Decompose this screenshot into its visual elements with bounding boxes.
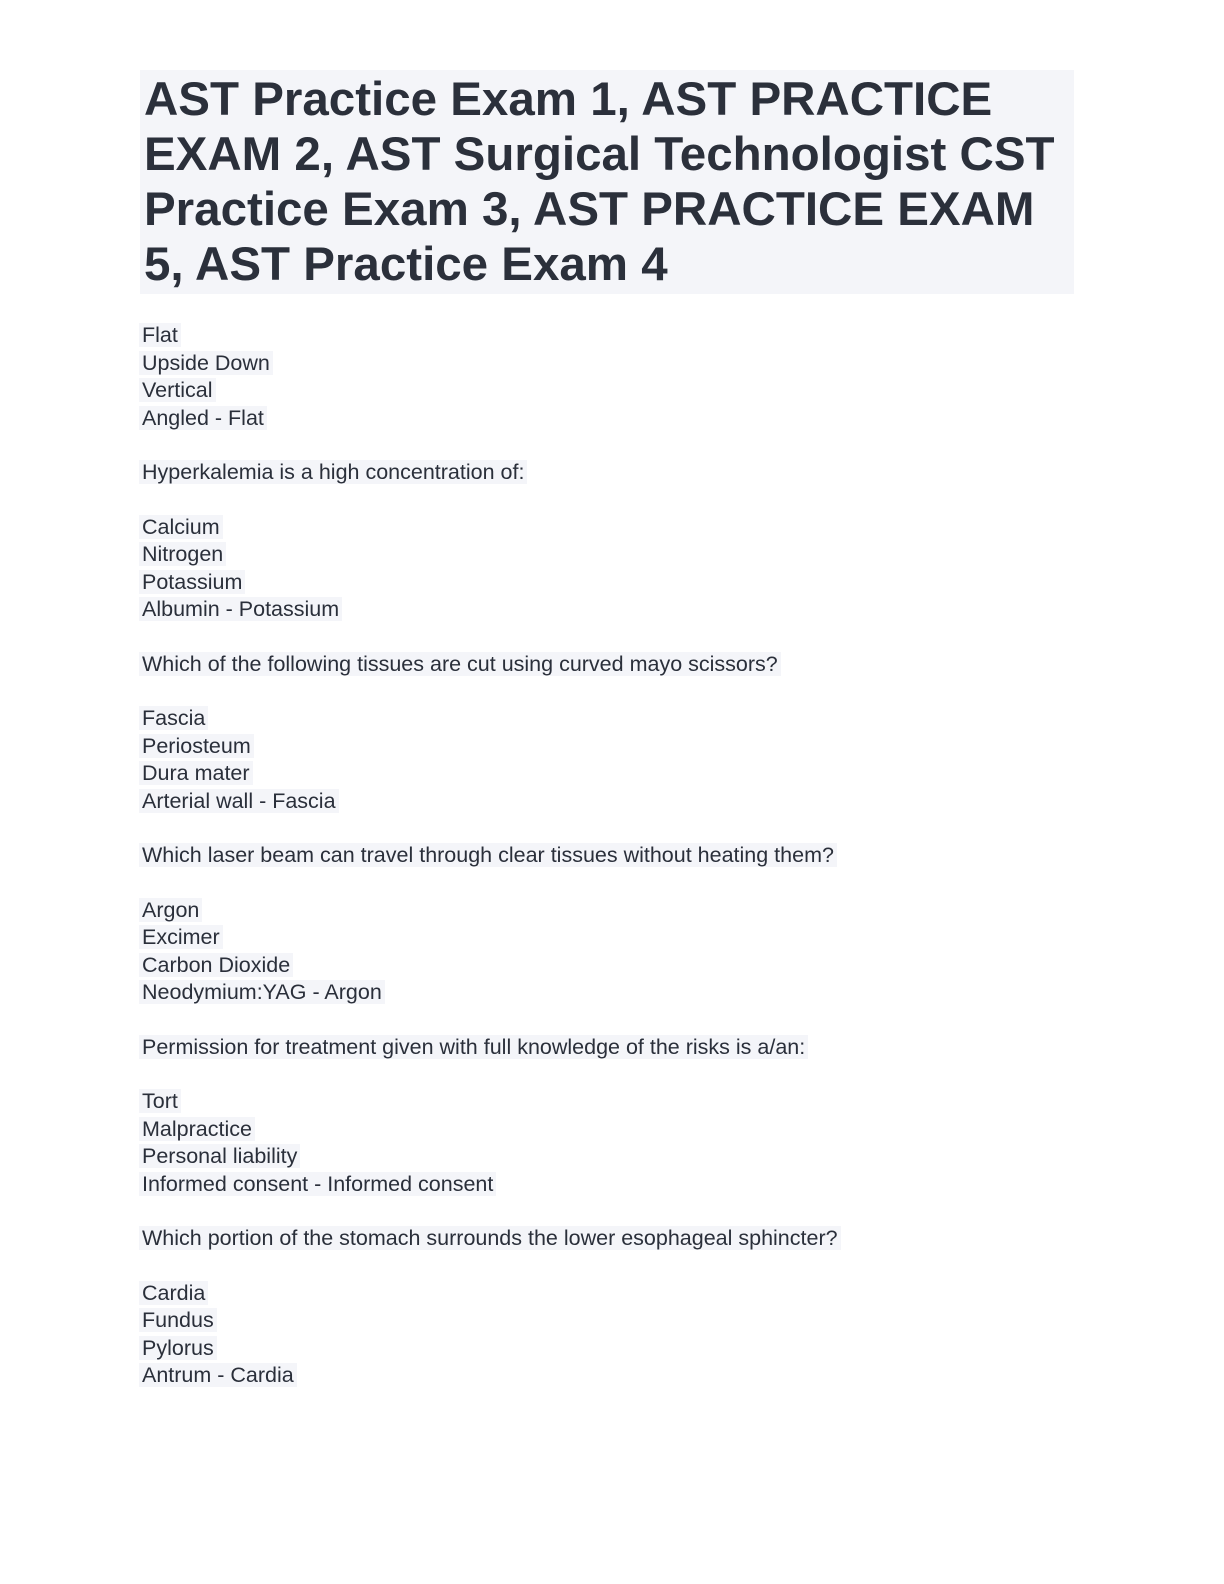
option-line: Fundus: [140, 1307, 1080, 1335]
answer-options: [140, 705, 1080, 815]
spacer: [140, 487, 1080, 514]
title-block: [140, 70, 1074, 294]
option-line: Potassium: [140, 569, 1080, 597]
question-text: Which laser beam can travel through clear tissues without heating them?: [140, 842, 1080, 870]
spacer: [140, 678, 1080, 705]
answer-options: [140, 1088, 1080, 1198]
option-line: Vertical: [140, 377, 1080, 405]
option-line: Pylorus: [140, 1335, 1080, 1363]
question-text: Which portion of the stomach surrounds the lower esophageal sphincter?: [140, 1225, 1080, 1253]
answer-options: [140, 322, 1080, 432]
spacer: [140, 1007, 1080, 1034]
option-line-with-answer: Informed consent - Informed consent: [140, 1171, 1080, 1199]
option-line-with-answer: Angled - Flat: [140, 405, 1080, 433]
option-line: Personal liability: [140, 1143, 1080, 1171]
option-line: Malpractice: [140, 1116, 1080, 1144]
answer-options: [140, 897, 1080, 1007]
question-text: Hyperkalemia is a high concentration of:: [140, 459, 1080, 487]
option-line: Calcium: [140, 514, 1080, 542]
option-line: Dura mater: [140, 760, 1080, 788]
answer-options: [140, 514, 1080, 624]
option-line-with-answer: Arterial wall - Fascia: [140, 788, 1080, 816]
question-text: Permission for treatment given with full knowledge of the risks is a/an:: [140, 1034, 1080, 1062]
option-line: Argon: [140, 897, 1080, 925]
spacer: [140, 870, 1080, 897]
option-line-with-answer: Neodymium:YAG - Argon: [140, 979, 1080, 1007]
spacer: [140, 815, 1080, 842]
option-line: Periosteum: [140, 733, 1080, 761]
spacer: [140, 1253, 1080, 1280]
option-line-with-answer: Antrum - Cardia: [140, 1362, 1080, 1390]
option-line: Flat: [140, 322, 1080, 350]
spacer: [140, 1198, 1080, 1225]
spacer: [140, 1061, 1080, 1088]
option-line-with-answer: Albumin - Potassium: [140, 596, 1080, 624]
document-body: [140, 322, 1080, 1390]
option-line: Cardia: [140, 1280, 1080, 1308]
spacer: [140, 624, 1080, 651]
document-title: AST Practice Exam 1, AST PRACTICE EXAM 2, AST Surgical Technologist CST Practice Exam 3, AST PRACTICE EXAM 5, AST Practice Exam 4: [144, 73, 1055, 291]
option-line: Tort: [140, 1088, 1080, 1116]
option-line: Carbon Dioxide: [140, 952, 1080, 980]
option-line: Fascia: [140, 705, 1080, 733]
option-line: Nitrogen: [140, 541, 1080, 569]
document-page: [140, 70, 1080, 1390]
question-text: Which of the following tissues are cut using curved mayo scissors?: [140, 651, 1080, 679]
option-line: Upside Down: [140, 350, 1080, 378]
option-line: Excimer: [140, 924, 1080, 952]
answer-options: [140, 1280, 1080, 1390]
spacer: [140, 432, 1080, 459]
